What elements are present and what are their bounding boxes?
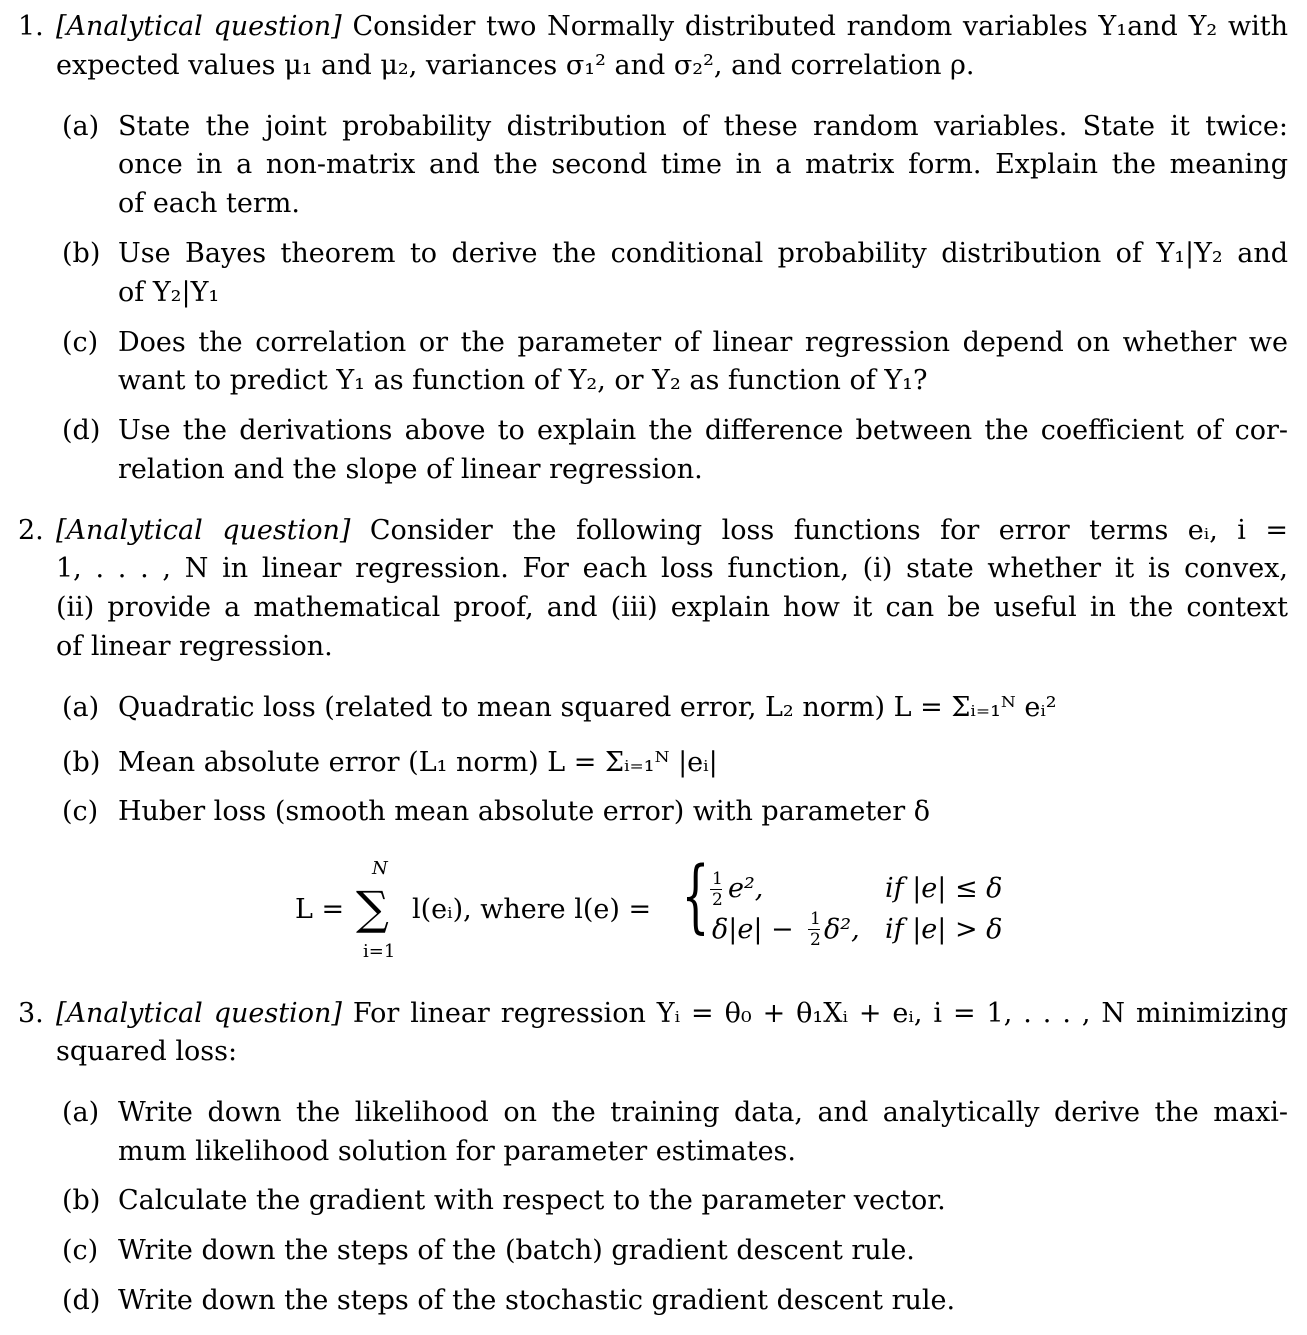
part-label: (a) — [62, 1097, 100, 1128]
part-text: Does the correlation or the parameter of linear regression depend on whether we — [118, 327, 1288, 358]
question-tag: [Analytical question] — [56, 11, 342, 42]
question-stem-line: (ii) provide a mathematical proof, and (iii) explain how it can be useful in the context — [56, 592, 1288, 623]
part-text: once in a non-matrix and the second time in a matrix form. Explain the meaning — [118, 149, 1288, 180]
part-text: of each term. — [118, 188, 300, 219]
sum-upper-limit: N — [372, 858, 388, 879]
part-text: Use the derivations above to explain the difference between the coefficient of cor- — [118, 415, 1288, 446]
part-text: Write down the steps of the stochastic gradient descent rule. — [118, 1285, 956, 1316]
equation-term: l(eᵢ), where l(e) = — [412, 894, 652, 925]
question-stem-line: squared loss: — [56, 1036, 238, 1067]
cases-brace: { — [681, 849, 710, 942]
part-text: Huber loss (smooth mean absolute error) with parameter δ — [118, 796, 930, 827]
question-stem-line: 1, . . . , N in linear regression. For each loss function, (i) state whether it is convex, — [56, 553, 1288, 584]
case1-expression: e², — [728, 873, 764, 904]
part-text: want to predict Y₁ as function of Y₂, or Y₂ as function of Y₁? — [118, 365, 928, 396]
part-label: (d) — [62, 1285, 101, 1316]
question-stem-line — [56, 1000, 1288, 1027]
question-tag: [Analytical question] — [56, 998, 342, 1029]
question-tag: [Analytical question] — [56, 515, 351, 546]
question-stem-text: Consider the following loss functions for error terms eᵢ, i = — [369, 515, 1288, 546]
part-label: (c) — [62, 796, 99, 827]
question-number: 1. — [18, 11, 44, 42]
question-stem-line — [56, 13, 1288, 40]
question-stem-text: Consider two Normally distributed random variables Y₁and Y₂ with — [352, 11, 1288, 42]
part-label: (c) — [62, 1235, 99, 1266]
part-text: Quadratic loss (related to mean squared error, L₂ norm) L = Σᵢ₌₁ᴺ eᵢ² — [118, 692, 1057, 723]
part-text: Mean absolute error (L₁ norm) L = Σᵢ₌₁ᴺ |eᵢ| — [118, 747, 718, 778]
part-text: Write down the steps of the (batch) gradient descent rule. — [118, 1235, 915, 1266]
huber-equation — [0, 849, 1307, 965]
part-text: relation and the slope of linear regression. — [118, 454, 703, 485]
half-denominator: 2 — [810, 930, 821, 950]
part-label: (b) — [62, 747, 101, 778]
part-text: mum likelihood solution for parameter estimates. — [118, 1136, 796, 1167]
part-label: (b) — [62, 238, 101, 269]
half-denominator: 2 — [712, 890, 723, 910]
half-numerator: 1 — [810, 909, 821, 929]
part-text: Use Bayes theorem to derive the conditional probability distribution of Y₁|Y₂ and — [118, 238, 1288, 269]
part-label: (a) — [62, 111, 100, 142]
equation-lhs: L = — [295, 894, 345, 925]
part-label: (b) — [62, 1185, 101, 1216]
part-text: State the joint probability distribution of these random variables. State it twice: — [118, 111, 1288, 142]
case2-expression: δ|e| − — [712, 914, 794, 945]
question-number: 2. — [18, 515, 44, 546]
question-stem-line: expected values μ₁ and μ₂, variances σ₁² and σ₂², and correlation ρ. — [56, 50, 975, 81]
part-label: (c) — [62, 327, 99, 358]
case1-condition: if |e| ≤ δ — [885, 873, 1003, 904]
sum-symbol: ∑ — [356, 881, 389, 935]
case2-condition: if |e| > δ — [885, 914, 1003, 945]
half-numerator: 1 — [712, 869, 723, 889]
sum-lower-limit: i=1 — [363, 941, 396, 962]
part-label: (a) — [62, 692, 100, 723]
part-text: Calculate the gradient with respect to the parameter vector. — [118, 1185, 946, 1216]
question-stem-text: For linear regression Yᵢ = θ₀ + θ₁Xᵢ + eᵢ, i = 1, . . . , N minimizing — [352, 998, 1288, 1029]
part-text: of Y₂|Y₁ — [118, 277, 220, 308]
question-number: 3. — [18, 998, 44, 1029]
part-text: Write down the likelihood on the training data, and analytically derive the maxi- — [118, 1097, 1288, 1128]
part-label: (d) — [62, 415, 101, 446]
case2-tail: δ², — [824, 914, 860, 945]
question-stem-line — [56, 517, 1288, 544]
question-stem-line: of linear regression. — [56, 631, 333, 662]
